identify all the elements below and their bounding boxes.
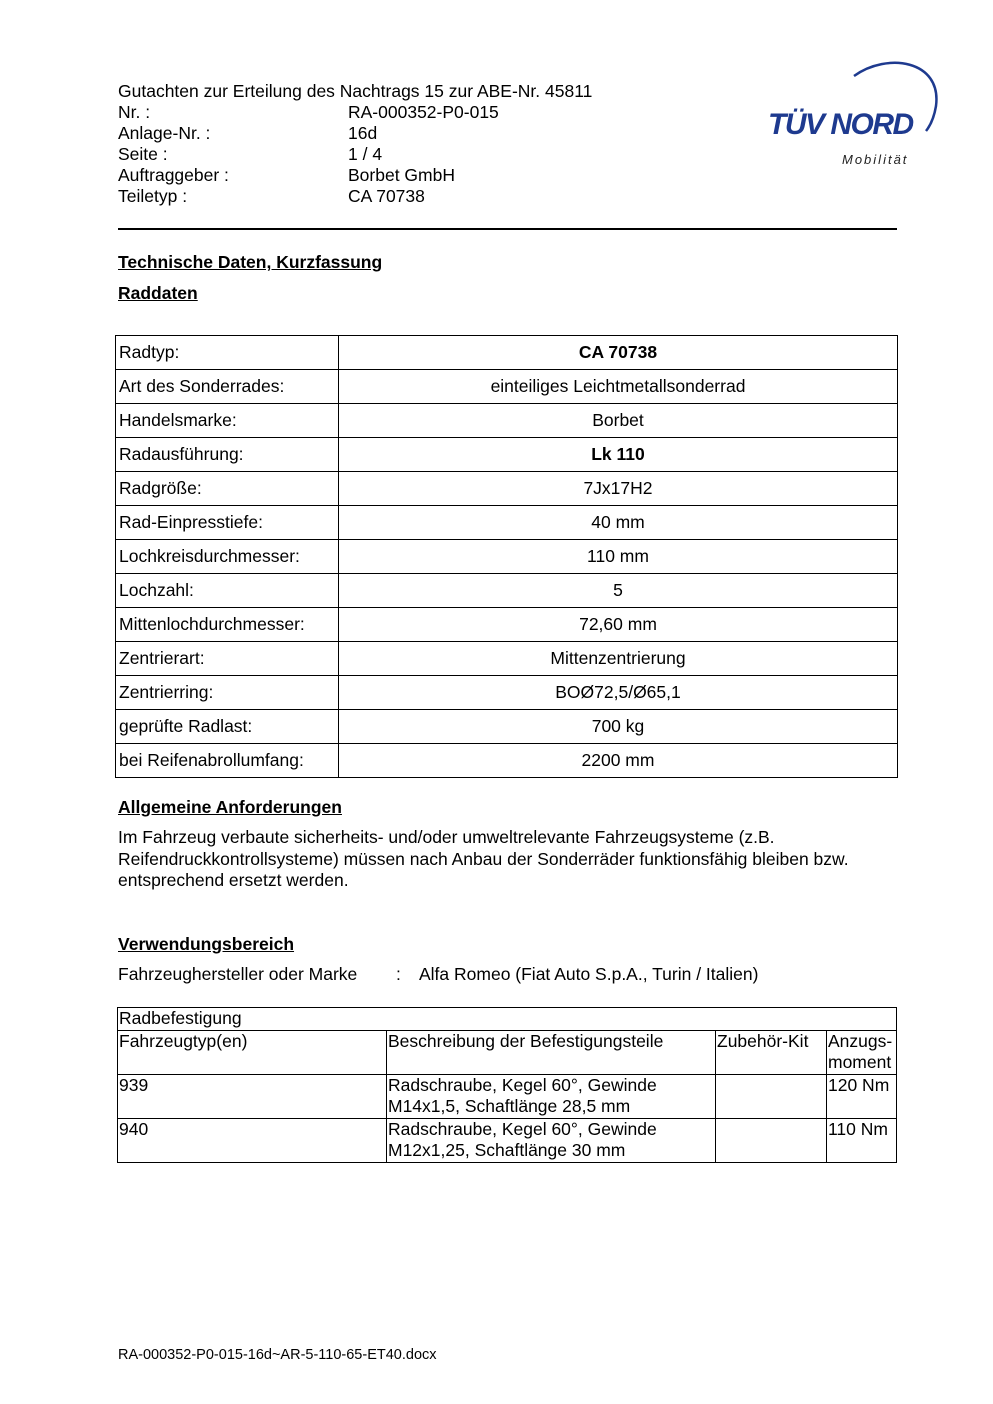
table-row bbox=[116, 676, 898, 710]
usage-separator: : bbox=[396, 964, 401, 984]
cell-torque: 110 Nm bbox=[827, 1118, 897, 1162]
row-value: 110 mm bbox=[339, 540, 898, 574]
row-label: geprüfte Radlast: bbox=[116, 710, 339, 744]
footer-filename: RA-000352-P0-015-16d~AR-5-110-65-ET40.docx bbox=[118, 1347, 437, 1363]
table-row bbox=[116, 438, 898, 472]
table-row bbox=[116, 336, 898, 370]
table-row bbox=[116, 506, 898, 540]
section-heading-verwendung: Verwendungsbereich bbox=[118, 934, 295, 954]
table-row bbox=[116, 574, 898, 608]
header-divider bbox=[118, 228, 897, 230]
logo-subtitle: Mobilität bbox=[842, 152, 909, 167]
row-label: Art des Sonderrades: bbox=[116, 370, 339, 404]
usage-label: Fahrzeughersteller oder Marke bbox=[118, 964, 358, 984]
table-row bbox=[116, 710, 898, 744]
col-header-torque: Anzugs- moment bbox=[827, 1030, 897, 1074]
header-row-anlage: Anlage-Nr. : 16d bbox=[118, 123, 378, 143]
row-value: 40 mm bbox=[339, 506, 898, 540]
table-row bbox=[116, 744, 898, 778]
row-value: Lk 110 bbox=[339, 438, 898, 472]
cell-kit bbox=[716, 1118, 827, 1162]
table-header-row bbox=[118, 1030, 897, 1074]
fastening-caption: Radbefestigung bbox=[118, 1008, 897, 1031]
row-label: Zentrierring: bbox=[116, 676, 339, 710]
row-label: Lochkreisdurchmesser: bbox=[116, 540, 339, 574]
table-row bbox=[116, 642, 898, 676]
row-value: 5 bbox=[339, 574, 898, 608]
col-header-desc: Beschreibung der Befestigungsteile bbox=[387, 1030, 716, 1074]
row-value: einteiliges Leichtmetallsonderrad bbox=[339, 370, 898, 404]
cell-desc: Radschraube, Kegel 60°, Gewinde M14x1,5, Schaftlänge 28,5 mm bbox=[387, 1074, 716, 1118]
header-row-nr: Nr. : RA-000352-P0-015 bbox=[118, 102, 499, 122]
row-label: Radtyp: bbox=[116, 336, 339, 370]
tuv-nord-logo bbox=[762, 58, 942, 173]
row-value: CA 70738 bbox=[339, 336, 898, 370]
header-title: Gutachten zur Erteilung des Nachtrags 15 zur ABE-Nr. 45811 bbox=[118, 81, 593, 101]
row-label: Handelsmarke: bbox=[116, 404, 339, 438]
general-requirements-text: Im Fahrzeug verbaute sicherheits- und/oder umweltrelevante Fahrzeugsysteme (z.B. Reifendruckkontrollsysteme) müssen nach Anbau der Sonderräder funktionsfähig bleiben bzw. entsprechend ersetzt werden. bbox=[118, 827, 849, 890]
logo-wordmark: TÜV NORD bbox=[768, 108, 913, 141]
document-header bbox=[118, 81, 678, 207]
section-heading-tech: Technische Daten, Kurzfassung bbox=[118, 252, 383, 272]
row-label: Mittenlochdurchmesser: bbox=[116, 608, 339, 642]
row-label: Zentrierart: bbox=[116, 642, 339, 676]
fastening-table bbox=[117, 1007, 897, 1163]
table-row bbox=[116, 540, 898, 574]
header-row-seite: Seite : 1 / 4 bbox=[118, 144, 383, 164]
section-heading-raddaten: Raddaten bbox=[118, 283, 198, 303]
row-label: Lochzahl: bbox=[116, 574, 339, 608]
row-label: bei Reifenabrollumfang: bbox=[116, 744, 339, 778]
table-row bbox=[116, 370, 898, 404]
row-value: BOØ72,5/Ø65,1 bbox=[339, 676, 898, 710]
col-header-kit: Zubehör-Kit bbox=[716, 1030, 827, 1074]
cell-type: 939 bbox=[118, 1074, 387, 1118]
table-row bbox=[118, 1074, 897, 1118]
table-row bbox=[116, 608, 898, 642]
row-value: Borbet bbox=[339, 404, 898, 438]
table-row bbox=[118, 1118, 897, 1162]
row-value: 7Jx17H2 bbox=[339, 472, 898, 506]
row-label: Rad-Einpresstiefe: bbox=[116, 506, 339, 540]
header-row-auftraggeber: Auftraggeber : Borbet GmbH bbox=[118, 165, 455, 185]
row-value: 2200 mm bbox=[339, 744, 898, 778]
row-value: 72,60 mm bbox=[339, 608, 898, 642]
cell-torque: 120 Nm bbox=[827, 1074, 897, 1118]
usage-value: Alfa Romeo (Fiat Auto S.p.A., Turin / Italien) bbox=[419, 964, 759, 984]
cell-desc: Radschraube, Kegel 60°, Gewinde M12x1,25, Schaftlänge 30 mm bbox=[387, 1118, 716, 1162]
row-label: Radgröße: bbox=[116, 472, 339, 506]
usage-line bbox=[118, 964, 758, 985]
row-value: Mittenzentrierung bbox=[339, 642, 898, 676]
header-row-teiletyp: Teiletyp : CA 70738 bbox=[118, 186, 425, 206]
cell-type: 940 bbox=[118, 1118, 387, 1162]
cell-kit bbox=[716, 1074, 827, 1118]
row-label: Radausführung: bbox=[116, 438, 339, 472]
col-header-type: Fahrzeugtyp(en) bbox=[118, 1030, 387, 1074]
wheel-data-table bbox=[115, 335, 898, 778]
row-value: 700 kg bbox=[339, 710, 898, 744]
table-row bbox=[116, 472, 898, 506]
table-caption-row bbox=[118, 1008, 897, 1031]
section-heading-allgemein: Allgemeine Anforderungen bbox=[118, 797, 342, 817]
table-row bbox=[116, 404, 898, 438]
